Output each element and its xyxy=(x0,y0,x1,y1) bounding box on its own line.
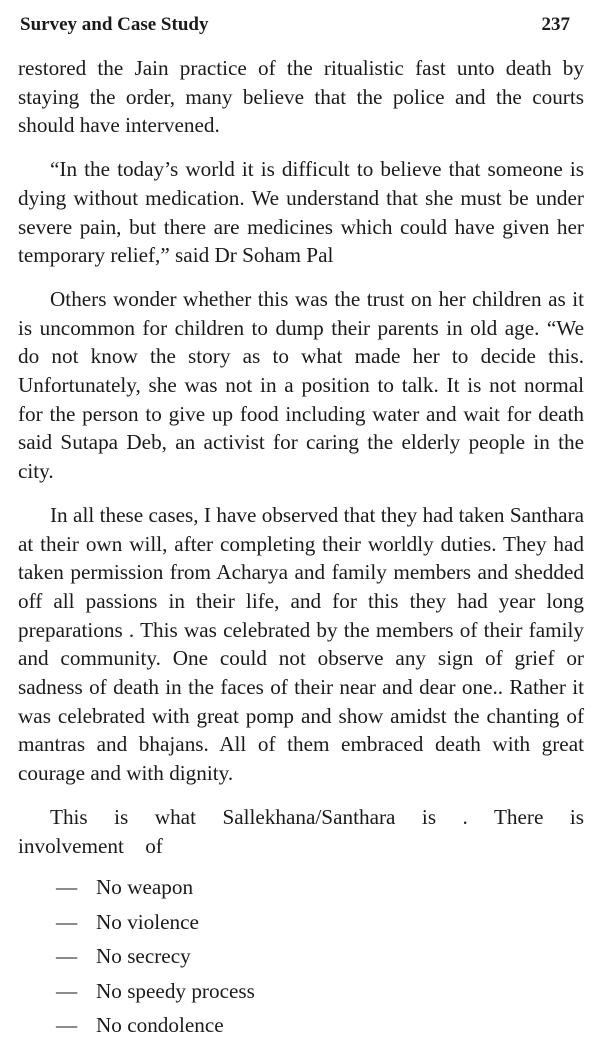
list-item-text: No weapon xyxy=(96,875,194,899)
page-number: 237 xyxy=(541,14,570,35)
list-item-text: No violence xyxy=(96,909,199,934)
list-item xyxy=(56,939,576,974)
running-header xyxy=(18,14,584,42)
list-item xyxy=(56,905,576,940)
paragraph-quote-soham-pal: “In the today’s world it is difficult to believe that someone is dying without medication. We understand that she must be under severe pain, but there are medicines which could have given her temporary relief,” said Dr Soham Pal xyxy=(18,157,584,268)
paragraph-continuation: restored the Jain practice of the ritualistic fast unto death by staying the order, many believe that the police and the courts should have intervened. xyxy=(18,56,584,138)
body-text xyxy=(18,54,584,875)
involvement-list xyxy=(56,870,576,1043)
dash-marker: — xyxy=(56,1013,78,1038)
paragraph-quote-sutapa-deb: Others wonder whether this was the trust on her children as it is uncommon for children to dump their parents in old age. “We do not know the story as to what made her to decide this. Unfortunately, she was not in a position to talk. It is not normal for the person to give up food including water and wait for death said Sutapa Deb, an activist for caring the elderly people in the city. xyxy=(18,286,584,484)
dash-marker: — xyxy=(56,909,78,934)
paragraph-observations: In all these cases, I have observed that they had taken Santhara at their own will, after completing their worldly duties. They had taken permission from Acharya and family members and shedded off all passions in their life, and for this they had year long preparations . This was celebrated by the members of their family and community. One could not observe any sign of grief or sadness of death in the faces of their near and dear one.. Rather it was celebrated with great pomp and show amidst the chanting of mantras and bhajans. All of them embraced death with great courage and with dignity. xyxy=(18,502,584,786)
paragraph-list-intro: This is what Sallekhana/Santhara is . There is involvement of xyxy=(18,804,584,858)
list-item xyxy=(56,870,576,905)
dash-marker: — xyxy=(56,978,78,1003)
list-item xyxy=(56,1008,576,1043)
chapter-title: Survey and Case Study xyxy=(20,14,209,35)
dash-marker: — xyxy=(56,875,78,899)
dash-marker: — xyxy=(56,944,78,969)
list-item-text: No secrecy xyxy=(96,944,191,969)
book-page xyxy=(18,0,584,1049)
list-item xyxy=(56,974,576,1009)
list-item-text: No condolence xyxy=(96,1013,224,1038)
list-item-text: No speedy process xyxy=(96,978,255,1003)
